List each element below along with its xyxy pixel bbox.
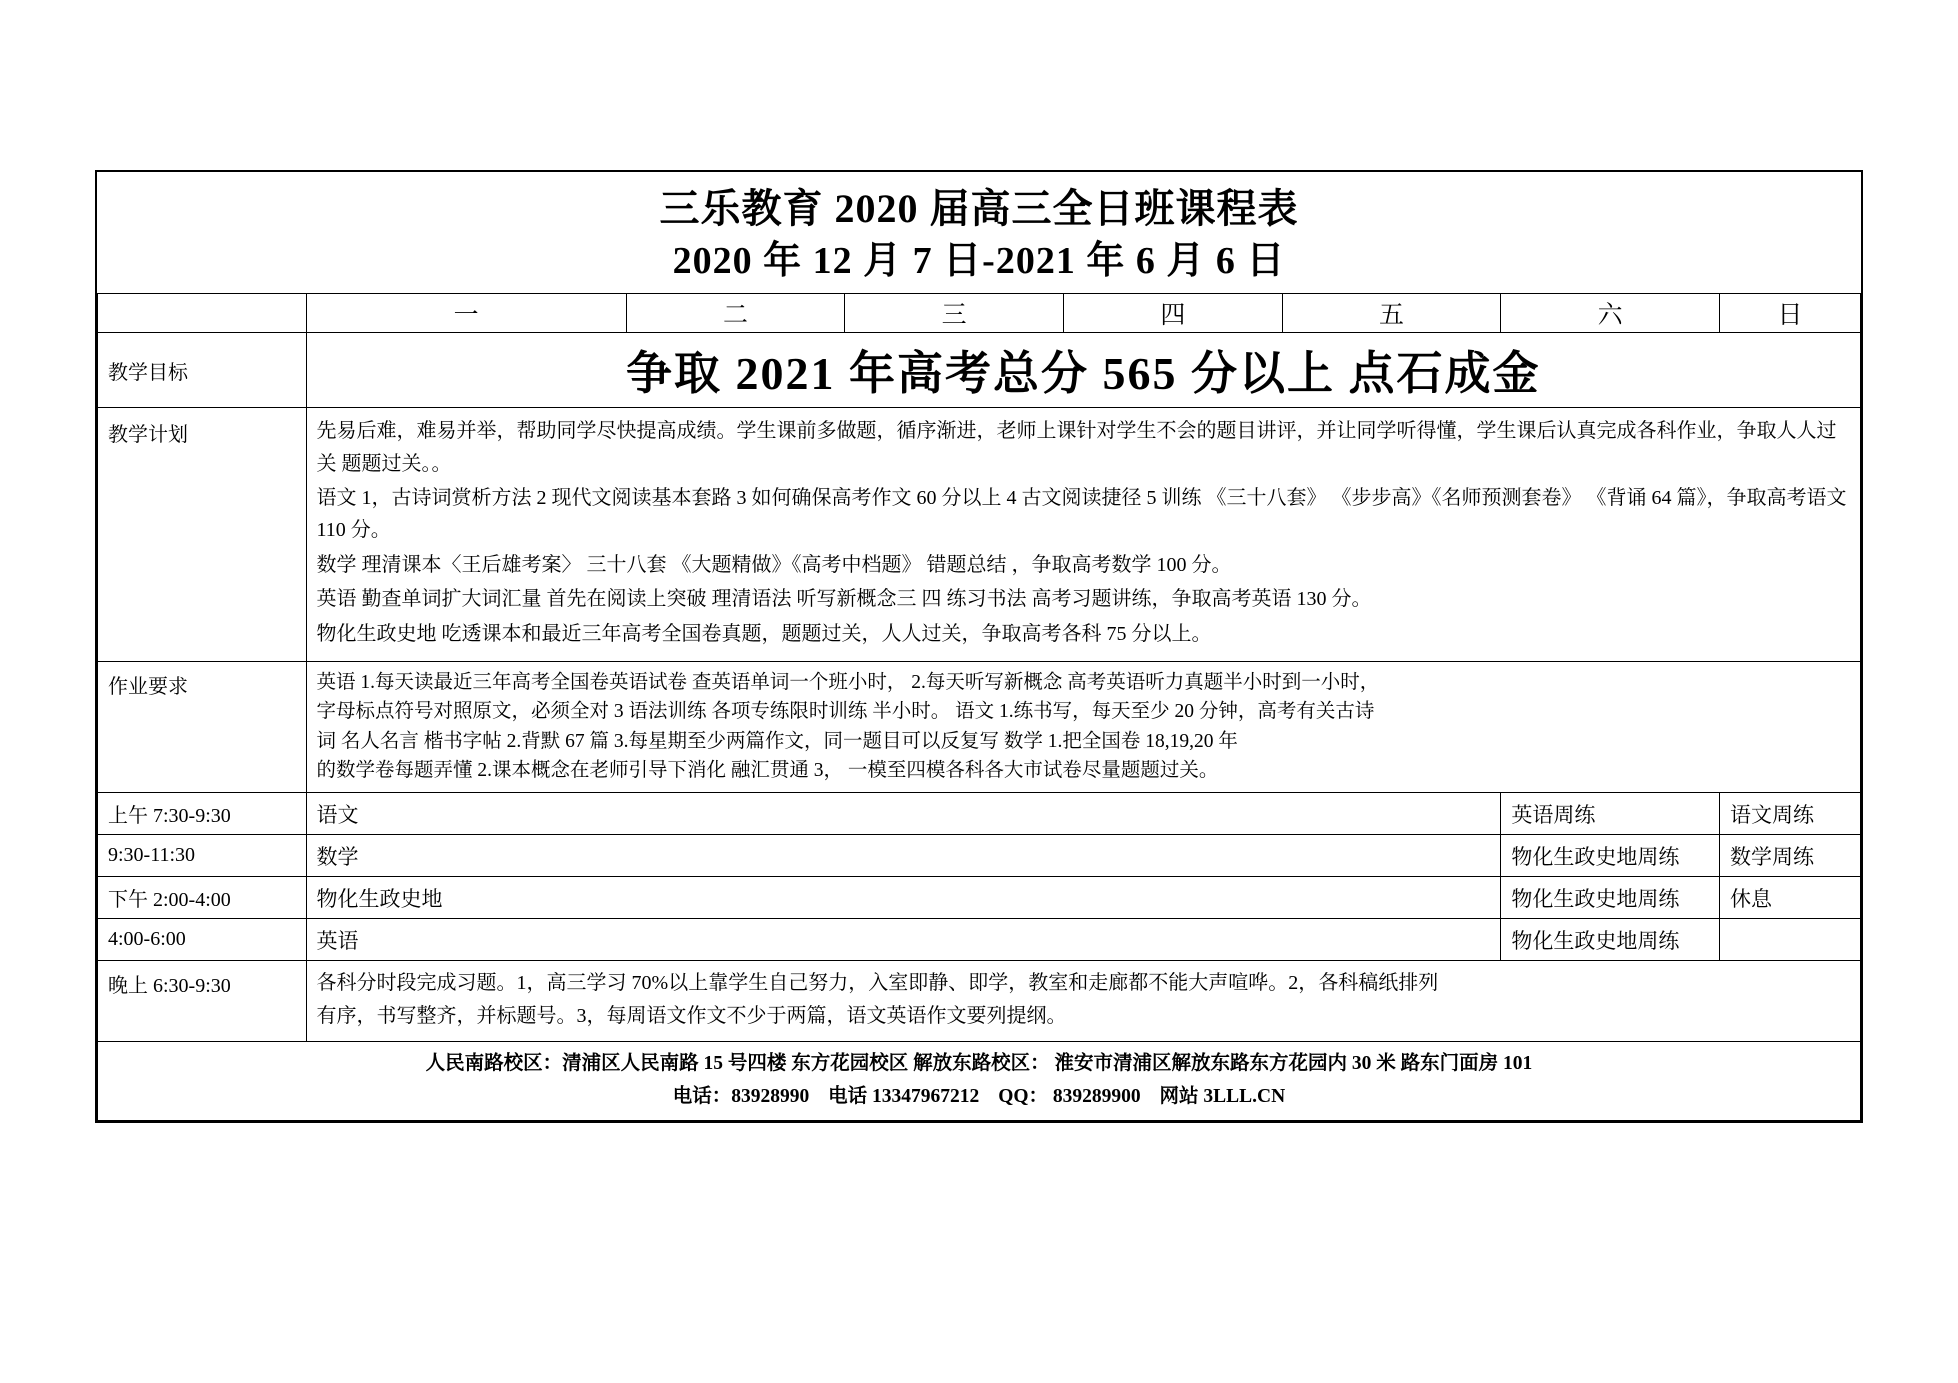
plan-paragraph-1: 先易后难，难易并举，帮助同学尽快提高成绩。学生课前多做题，循序渐进，老师上课针对学生不会的题目讲评，并让同学听得懂，学生课后认真完成各科作业，争取人人过关 题题过关。。: [316, 420, 1837, 475]
evening-label: 晚上 6:30-9:30: [98, 961, 307, 1042]
period-sat-3: 物化生政史地周练: [1501, 877, 1720, 919]
plan-content: [306, 408, 1860, 662]
plan-paragraph-5: 物化生政史地 吃透课本和最近三年高考全国卷真题，题题过关，人人过关，争取高考各科 75 分以上。: [316, 622, 1212, 645]
footer-line-1: 人民南路校区：清浦区人民南路 15 号四楼 东方花园校区 解放东路校区： 淮安市清浦区解放东路东方花园内 30 米 路东门面房 101: [425, 1053, 1533, 1075]
period-time-1: 上午 7:30-9:30: [98, 793, 307, 835]
period-sat-2: 物化生政史地周练: [1501, 835, 1720, 877]
title-line-1: 三乐教育 2020 届高三全日班课程表: [659, 186, 1299, 231]
period-subject-3: 物化生政史地: [306, 877, 1501, 919]
period-sun-3: 休息: [1720, 877, 1861, 919]
period-subject-1: 语文: [306, 793, 1501, 835]
footer-phone-1: 电话：83928990: [672, 1086, 810, 1108]
plan-paragraph-2: 语文 1，古诗词赏析方法 2 现代文阅读基本套路 3 如何确保高考作文 60 分以上 4 古文阅读捷径 5 训练 《三十八套》 《步步高》《名师预测套卷》 《背诵 64 篇》，争取高考语文 110 分。: [316, 487, 1847, 542]
homework-line-1: 英语 1.每天读最近三年高考全国卷英语试卷 查英语单词一个班小时， 2.每天听写新概念 高考英语听力真题半小时到一小时，: [316, 672, 1380, 694]
homework-line-2: 字母标点符号对照原文，必须全对 3 语法训练 各项专练限时训练 半小时。 语文 1.练书写，每天至少 20 分钟，高考有关古诗: [316, 701, 1375, 723]
footer-row: [98, 1042, 1861, 1121]
weekday-header-row: [98, 294, 1861, 333]
evening-row: [98, 961, 1861, 1042]
title-line-2: 2020 年 12 月 7 日-2021 年 6 月 6 日: [672, 240, 1286, 282]
footer-line-2: [102, 1080, 1856, 1113]
weekday-mon: 一: [306, 294, 626, 333]
plan-paragraph-3: 数学 理清课本〈王后雄考案〉 三十八套 《大题精做》《高考中档题》 错题总结 ，争取高考数学 100 分。: [316, 553, 1232, 576]
footer-phone-2: 电话 13347967212: [828, 1086, 980, 1108]
period-row-2: [98, 835, 1861, 877]
title-row: [98, 172, 1861, 294]
period-sun-2: 数学周练: [1720, 835, 1861, 877]
plan-paragraph-4: 英语 勤查单词扩大词汇量 首先在阅读上突破 理清语法 听写新概念三 四 练习书法 高考习题讲练，争取高考英语 130 分。: [316, 588, 1372, 611]
plan-row: [98, 408, 1861, 662]
footer-website: 网站 3LLL.CN: [1159, 1086, 1286, 1108]
header-corner-cell: [98, 294, 307, 333]
evening-line-1: 各科分时段完成习题。1，高三学习 70%以上靠学生自己努力，入室即静、即学，教室和走廊都不能大声喧哗。2，各科稿纸排列: [316, 972, 1439, 995]
plan-label: 教学计划: [98, 408, 307, 662]
period-time-2: 9:30-11:30: [98, 835, 307, 877]
homework-label: 作业要求: [98, 662, 307, 793]
period-row-3: [98, 877, 1861, 919]
weekday-tue: 二: [626, 294, 845, 333]
schedule-sheet: [95, 170, 1863, 1123]
period-time-3: 下午 2:00-4:00: [98, 877, 307, 919]
homework-row: [98, 662, 1861, 793]
weekday-sat: 六: [1501, 294, 1720, 333]
weekday-fri: 五: [1282, 294, 1501, 333]
weekday-thu: 四: [1064, 294, 1283, 333]
period-time-4: 4:00-6:00: [98, 919, 307, 961]
period-row-4: [98, 919, 1861, 961]
footer-qq: QQ： 839289900: [998, 1086, 1141, 1108]
period-sat-4: 物化生政史地周练: [1501, 919, 1720, 961]
document-title: [98, 172, 1861, 294]
period-row-1: [98, 793, 1861, 835]
schedule-table: [97, 172, 1861, 1121]
period-subject-4: 英语: [306, 919, 1501, 961]
goal-row: [98, 333, 1861, 408]
goal-label: 教学目标: [98, 333, 307, 408]
homework-line-4: 的数学卷每题弄懂 2.课本概念在老师引导下消化 融汇贯通 3， 一模至四模各科各大市试卷尽量题题过关。: [316, 759, 1219, 781]
period-sat-1: 英语周练: [1501, 793, 1720, 835]
evening-line-2: 有序，书写整齐，并标题号。3，每周语文作文不少于两篇，语文英语作文要列提纲。: [316, 1005, 1067, 1028]
footer-contact: [98, 1042, 1861, 1121]
weekday-sun: 日: [1720, 294, 1861, 333]
period-sun-4: [1720, 919, 1861, 961]
goal-text: 争取 2021 年高考总分 565 分以上 点石成金: [306, 333, 1860, 408]
homework-content: [306, 662, 1860, 793]
period-sun-1: 语文周练: [1720, 793, 1861, 835]
weekday-wed: 三: [845, 294, 1064, 333]
homework-line-3: 词 名人名言 楷书字帖 2.背默 67 篇 3.每星期至少两篇作文，同一题目可以反复写 数学 1.把全国卷 18,19,20 年: [316, 730, 1238, 752]
period-subject-2: 数学: [306, 835, 1501, 877]
evening-content: [306, 961, 1860, 1042]
